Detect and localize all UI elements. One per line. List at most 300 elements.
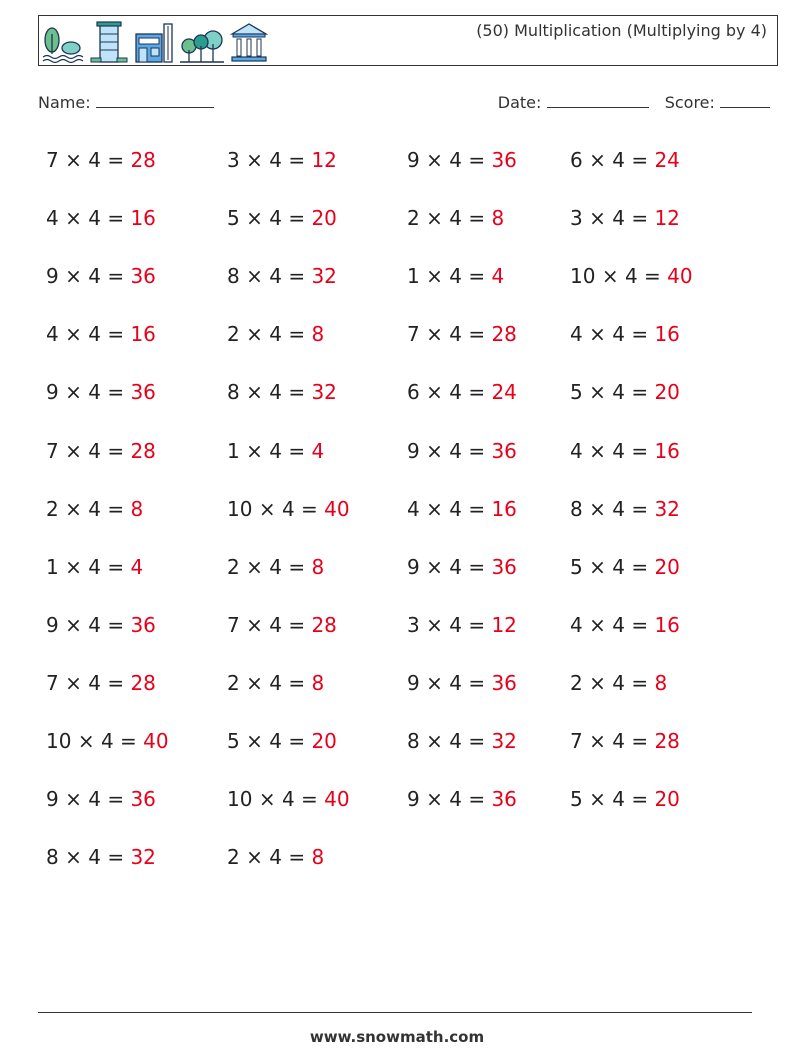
operand-a: 10 xyxy=(570,264,596,289)
equals-symbol: = xyxy=(468,380,486,405)
times-symbol: × xyxy=(589,729,606,753)
problem-item xyxy=(46,380,156,404)
date-score-field xyxy=(498,93,770,112)
times-symbol: × xyxy=(246,554,263,579)
answer: 16 xyxy=(654,322,680,347)
answer: 36 xyxy=(491,148,517,172)
equals-symbol: = xyxy=(631,206,649,231)
problem-item xyxy=(407,613,517,637)
problem-item xyxy=(407,729,517,753)
operand-b: 4 xyxy=(449,729,462,753)
equals-symbol: = xyxy=(644,264,661,289)
times-symbol: × xyxy=(426,206,443,231)
answer: 4 xyxy=(311,438,325,463)
operand-b: 4 xyxy=(269,554,282,579)
equals-symbol: = xyxy=(288,264,306,289)
times-symbol: × xyxy=(589,206,606,231)
answer: 36 xyxy=(491,438,517,463)
answer: 28 xyxy=(654,729,680,753)
equals-symbol: = xyxy=(468,496,486,521)
operand-b: 4 xyxy=(612,322,625,347)
answer: 36 xyxy=(491,670,517,695)
times-symbol: × xyxy=(589,787,606,812)
tree-icon xyxy=(41,20,85,64)
operand-a: 4 xyxy=(407,496,420,521)
answer: 4 xyxy=(491,264,505,289)
operand-a: 9 xyxy=(407,554,420,579)
operand-a: 6 xyxy=(570,148,583,172)
problem-item xyxy=(570,671,667,695)
worksheet-header xyxy=(38,15,778,66)
operand-b: 4 xyxy=(88,612,101,637)
operand-b: 4 xyxy=(269,322,282,347)
answer: 16 xyxy=(491,496,517,521)
problem-item xyxy=(227,148,337,172)
equals-symbol: = xyxy=(468,670,486,695)
problem-item xyxy=(227,322,324,346)
times-symbol: × xyxy=(65,787,82,812)
operand-b: 4 xyxy=(612,438,625,463)
answer: 40 xyxy=(143,729,169,753)
times-symbol: × xyxy=(246,380,263,405)
problem-item xyxy=(407,380,517,404)
operand-b: 4 xyxy=(88,148,101,172)
operand-a: 7 xyxy=(46,148,59,172)
times-symbol: × xyxy=(426,729,443,753)
problem-item xyxy=(407,497,517,521)
times-symbol: × xyxy=(65,670,82,695)
operand-a: 2 xyxy=(570,670,583,695)
operand-a: 9 xyxy=(407,438,420,463)
times-symbol: × xyxy=(246,729,263,753)
problem-item xyxy=(570,322,680,346)
operand-a: 10 xyxy=(227,496,253,521)
footer-divider xyxy=(38,1012,752,1013)
operand-a: 2 xyxy=(227,845,240,870)
answer: 8 xyxy=(311,322,325,347)
times-symbol: × xyxy=(589,670,606,695)
operand-a: 9 xyxy=(407,670,420,695)
answer: 8 xyxy=(130,496,144,521)
operand-a: 3 xyxy=(227,148,240,172)
times-symbol: × xyxy=(65,554,82,579)
answer: 36 xyxy=(491,787,517,812)
equals-symbol: = xyxy=(107,148,125,172)
equals-symbol: = xyxy=(631,148,649,172)
times-symbol: × xyxy=(426,380,443,405)
operand-b: 4 xyxy=(612,554,625,579)
operand-a: 7 xyxy=(227,612,240,637)
operand-b: 4 xyxy=(449,380,462,405)
operand-a: 4 xyxy=(570,322,583,347)
times-symbol: × xyxy=(65,322,82,347)
answer: 32 xyxy=(311,264,337,289)
operand-a: 7 xyxy=(46,438,59,463)
operand-b: 4 xyxy=(449,264,462,289)
times-symbol: × xyxy=(589,554,606,579)
problem-item xyxy=(570,497,680,521)
operand-a: 2 xyxy=(227,670,240,695)
operand-b: 4 xyxy=(281,787,295,812)
problem-item xyxy=(46,497,143,521)
operand-a: 9 xyxy=(46,787,59,812)
problem-item xyxy=(46,729,169,753)
equals-symbol: = xyxy=(468,729,486,753)
equals-symbol: = xyxy=(107,787,125,812)
answer: 20 xyxy=(654,380,680,405)
operand-b: 4 xyxy=(449,206,462,231)
date-label: Date: xyxy=(497,93,542,112)
header-icons xyxy=(41,18,269,64)
score-blank[interactable] xyxy=(720,93,770,108)
problem-item xyxy=(227,206,337,230)
operand-b: 4 xyxy=(612,206,625,231)
times-symbol: × xyxy=(65,612,82,637)
problem-item xyxy=(227,264,337,288)
operand-b: 4 xyxy=(269,148,282,172)
answer: 8 xyxy=(491,206,505,231)
operand-a: 1 xyxy=(407,264,420,289)
operand-a: 9 xyxy=(46,612,59,637)
operand-a: 8 xyxy=(570,496,583,521)
times-symbol: × xyxy=(65,845,82,870)
problem-item xyxy=(570,264,693,288)
times-symbol: × xyxy=(77,729,95,753)
operand-b: 4 xyxy=(269,264,282,289)
problem-item xyxy=(46,555,143,579)
answer: 40 xyxy=(324,787,350,812)
problem-item xyxy=(46,264,156,288)
problem-item xyxy=(407,148,517,172)
equals-symbol: = xyxy=(631,496,649,521)
answer: 20 xyxy=(654,554,680,579)
answer: 32 xyxy=(491,729,517,753)
museum-icon xyxy=(229,20,269,64)
equals-symbol: = xyxy=(288,438,306,463)
answer: 4 xyxy=(130,554,144,579)
answer: 28 xyxy=(130,148,156,172)
equals-symbol: = xyxy=(631,380,649,405)
problem-item xyxy=(46,206,156,230)
operand-b: 4 xyxy=(624,264,638,289)
operand-a: 10 xyxy=(227,787,253,812)
equals-symbol: = xyxy=(288,380,306,405)
operand-b: 4 xyxy=(88,322,101,347)
equals-symbol: = xyxy=(468,322,486,347)
operand-b: 4 xyxy=(88,380,101,405)
operand-b: 4 xyxy=(269,612,282,637)
operand-b: 4 xyxy=(88,670,101,695)
answer: 8 xyxy=(311,670,325,695)
operand-b: 4 xyxy=(612,729,625,753)
answer: 28 xyxy=(491,322,517,347)
problem-item xyxy=(46,613,156,637)
answer: 12 xyxy=(491,612,517,637)
times-symbol: × xyxy=(246,322,263,347)
worksheet-title: (50) Multiplication (Multiplying by 4) xyxy=(476,21,767,40)
equals-symbol: = xyxy=(288,148,306,172)
operand-a: 7 xyxy=(570,729,583,753)
answer: 16 xyxy=(130,206,156,231)
operand-b: 4 xyxy=(449,787,462,812)
equals-symbol: = xyxy=(468,264,486,289)
operand-b: 4 xyxy=(269,670,282,695)
operand-b: 4 xyxy=(88,206,101,231)
operand-a: 1 xyxy=(46,554,59,579)
problem-item xyxy=(227,497,350,521)
problem-item xyxy=(407,671,517,695)
operand-a: 4 xyxy=(46,206,59,231)
storefront-icon xyxy=(133,20,175,64)
operand-b: 4 xyxy=(449,438,462,463)
operand-a: 9 xyxy=(46,380,59,405)
answer: 16 xyxy=(654,612,680,637)
equals-symbol: = xyxy=(301,496,318,521)
times-symbol: × xyxy=(426,787,443,812)
operand-a: 3 xyxy=(570,206,583,231)
times-symbol: × xyxy=(589,148,606,172)
equals-symbol: = xyxy=(468,787,486,812)
operand-b: 4 xyxy=(269,845,282,870)
equals-symbol: = xyxy=(288,206,306,231)
equals-symbol: = xyxy=(107,612,125,637)
answer: 24 xyxy=(654,148,680,172)
operand-a: 3 xyxy=(407,612,420,637)
operand-b: 4 xyxy=(88,264,101,289)
times-symbol: × xyxy=(426,554,443,579)
times-symbol: × xyxy=(246,845,263,870)
score-label: Score: xyxy=(664,93,715,112)
answer: 28 xyxy=(130,438,156,463)
times-symbol: × xyxy=(589,322,606,347)
answer: 32 xyxy=(654,496,680,521)
operand-a: 9 xyxy=(407,148,420,172)
times-symbol: × xyxy=(65,438,82,463)
building-icon xyxy=(89,20,129,64)
operand-b: 4 xyxy=(269,438,282,463)
problem-item xyxy=(227,787,350,811)
operand-a: 9 xyxy=(407,787,420,812)
operand-b: 4 xyxy=(88,554,101,579)
times-symbol: × xyxy=(426,438,443,463)
times-symbol: × xyxy=(426,322,443,347)
equals-symbol: = xyxy=(631,787,649,812)
operand-b: 4 xyxy=(88,496,101,521)
operand-b: 4 xyxy=(269,380,282,405)
equals-symbol: = xyxy=(288,670,306,695)
equals-symbol: = xyxy=(631,322,649,347)
problem-item xyxy=(227,729,337,753)
operand-a: 2 xyxy=(227,554,240,579)
times-symbol: × xyxy=(246,264,263,289)
problem-item xyxy=(46,322,156,346)
operand-b: 4 xyxy=(100,729,114,753)
equals-symbol: = xyxy=(468,612,486,637)
operand-a: 5 xyxy=(227,206,240,231)
operand-b: 4 xyxy=(449,670,462,695)
equals-symbol: = xyxy=(288,554,306,579)
problem-item xyxy=(46,845,156,869)
problem-item xyxy=(227,555,324,579)
operand-a: 8 xyxy=(227,264,240,289)
operand-b: 4 xyxy=(449,554,462,579)
operand-a: 7 xyxy=(46,670,59,695)
times-symbol: × xyxy=(246,670,263,695)
answer: 36 xyxy=(130,264,156,289)
times-symbol: × xyxy=(589,438,606,463)
times-symbol: × xyxy=(589,612,606,637)
times-symbol: × xyxy=(246,612,263,637)
operand-a: 8 xyxy=(407,729,420,753)
times-symbol: × xyxy=(426,148,443,172)
footer-url: www.snowmath.com xyxy=(309,1028,485,1046)
times-symbol: × xyxy=(65,148,82,172)
operand-a: 9 xyxy=(46,264,59,289)
answer: 32 xyxy=(130,845,156,870)
operand-a: 2 xyxy=(46,496,59,521)
operand-a: 4 xyxy=(570,438,583,463)
answer: 8 xyxy=(654,670,668,695)
problem-item xyxy=(570,148,680,172)
problem-item xyxy=(407,322,517,346)
answer: 16 xyxy=(654,438,680,463)
answer: 12 xyxy=(311,148,337,172)
operand-a: 1 xyxy=(227,438,240,463)
operand-a: 4 xyxy=(570,612,583,637)
operand-b: 4 xyxy=(449,148,462,172)
equals-symbol: = xyxy=(107,264,125,289)
operand-b: 4 xyxy=(269,729,282,753)
date-blank[interactable] xyxy=(547,93,649,108)
answer: 32 xyxy=(311,380,337,405)
operand-b: 4 xyxy=(449,612,462,637)
problem-item xyxy=(227,845,324,869)
operand-a: 5 xyxy=(570,554,583,579)
problem-item xyxy=(46,148,156,172)
operand-b: 4 xyxy=(449,322,462,347)
problem-item xyxy=(227,380,337,404)
answer: 40 xyxy=(324,496,350,521)
answer: 12 xyxy=(654,206,680,231)
operand-b: 4 xyxy=(269,206,282,231)
answer: 24 xyxy=(491,380,517,405)
operand-b: 4 xyxy=(281,496,295,521)
equals-symbol: = xyxy=(107,496,125,521)
times-symbol: × xyxy=(426,670,443,695)
operand-a: 8 xyxy=(227,380,240,405)
answer: 8 xyxy=(311,554,325,579)
times-symbol: × xyxy=(258,787,276,812)
operand-a: 5 xyxy=(570,380,583,405)
times-symbol: × xyxy=(426,264,443,289)
operand-b: 4 xyxy=(612,380,625,405)
equals-symbol: = xyxy=(107,438,125,463)
operand-a: 6 xyxy=(407,380,420,405)
answer: 20 xyxy=(654,787,680,812)
problem-item xyxy=(227,439,324,463)
answer: 40 xyxy=(667,264,693,289)
problem-item xyxy=(227,613,337,637)
equals-symbol: = xyxy=(468,554,486,579)
problem-item xyxy=(570,206,680,230)
operand-b: 4 xyxy=(88,787,101,812)
operand-b: 4 xyxy=(612,496,625,521)
times-symbol: × xyxy=(65,264,82,289)
answer: 20 xyxy=(311,206,337,231)
equals-symbol: = xyxy=(288,729,306,753)
problem-item xyxy=(407,439,517,463)
equals-symbol: = xyxy=(107,845,125,870)
problem-item xyxy=(570,787,680,811)
problem-item xyxy=(407,555,517,579)
times-symbol: × xyxy=(246,438,263,463)
operand-a: 4 xyxy=(46,322,59,347)
equals-symbol: = xyxy=(288,322,306,347)
answer: 36 xyxy=(130,612,156,637)
times-symbol: × xyxy=(426,496,443,521)
name-blank[interactable] xyxy=(96,93,214,108)
problem-item xyxy=(407,264,504,288)
operand-b: 4 xyxy=(612,148,625,172)
times-symbol: × xyxy=(601,264,619,289)
problem-item xyxy=(46,671,156,695)
times-symbol: × xyxy=(65,496,82,521)
problem-item xyxy=(570,380,680,404)
operand-a: 2 xyxy=(227,322,240,347)
problem-item xyxy=(570,555,680,579)
times-symbol: × xyxy=(65,206,82,231)
operand-a: 10 xyxy=(46,729,72,753)
operand-a: 7 xyxy=(407,322,420,347)
name-label: Name: xyxy=(38,93,91,112)
answer: 36 xyxy=(130,380,156,405)
equals-symbol: = xyxy=(468,148,486,172)
operand-b: 4 xyxy=(88,845,101,870)
times-symbol: × xyxy=(65,380,82,405)
operand-b: 4 xyxy=(612,670,625,695)
times-symbol: × xyxy=(246,148,263,172)
operand-a: 8 xyxy=(46,845,59,870)
answer: 28 xyxy=(311,612,337,637)
equals-symbol: = xyxy=(631,612,649,637)
problem-item xyxy=(46,787,156,811)
operand-b: 4 xyxy=(449,496,462,521)
equals-symbol: = xyxy=(120,729,137,753)
equals-symbol: = xyxy=(631,670,649,695)
operand-b: 4 xyxy=(612,612,625,637)
equals-symbol: = xyxy=(107,206,125,231)
equals-symbol: = xyxy=(288,845,306,870)
answer: 36 xyxy=(491,554,517,579)
operand-a: 2 xyxy=(407,206,420,231)
problem-item xyxy=(570,613,680,637)
equals-symbol: = xyxy=(288,612,306,637)
equals-symbol: = xyxy=(301,787,318,812)
equals-symbol: = xyxy=(107,554,125,579)
operand-b: 4 xyxy=(88,438,101,463)
times-symbol: × xyxy=(589,380,606,405)
operand-b: 4 xyxy=(612,787,625,812)
equals-symbol: = xyxy=(468,206,486,231)
equals-symbol: = xyxy=(468,438,486,463)
answer: 20 xyxy=(311,729,337,753)
problem-item xyxy=(570,729,680,753)
answer: 16 xyxy=(130,322,156,347)
problem-item xyxy=(407,206,504,230)
equals-symbol: = xyxy=(107,322,125,347)
equals-symbol: = xyxy=(107,670,125,695)
equals-symbol: = xyxy=(631,438,649,463)
